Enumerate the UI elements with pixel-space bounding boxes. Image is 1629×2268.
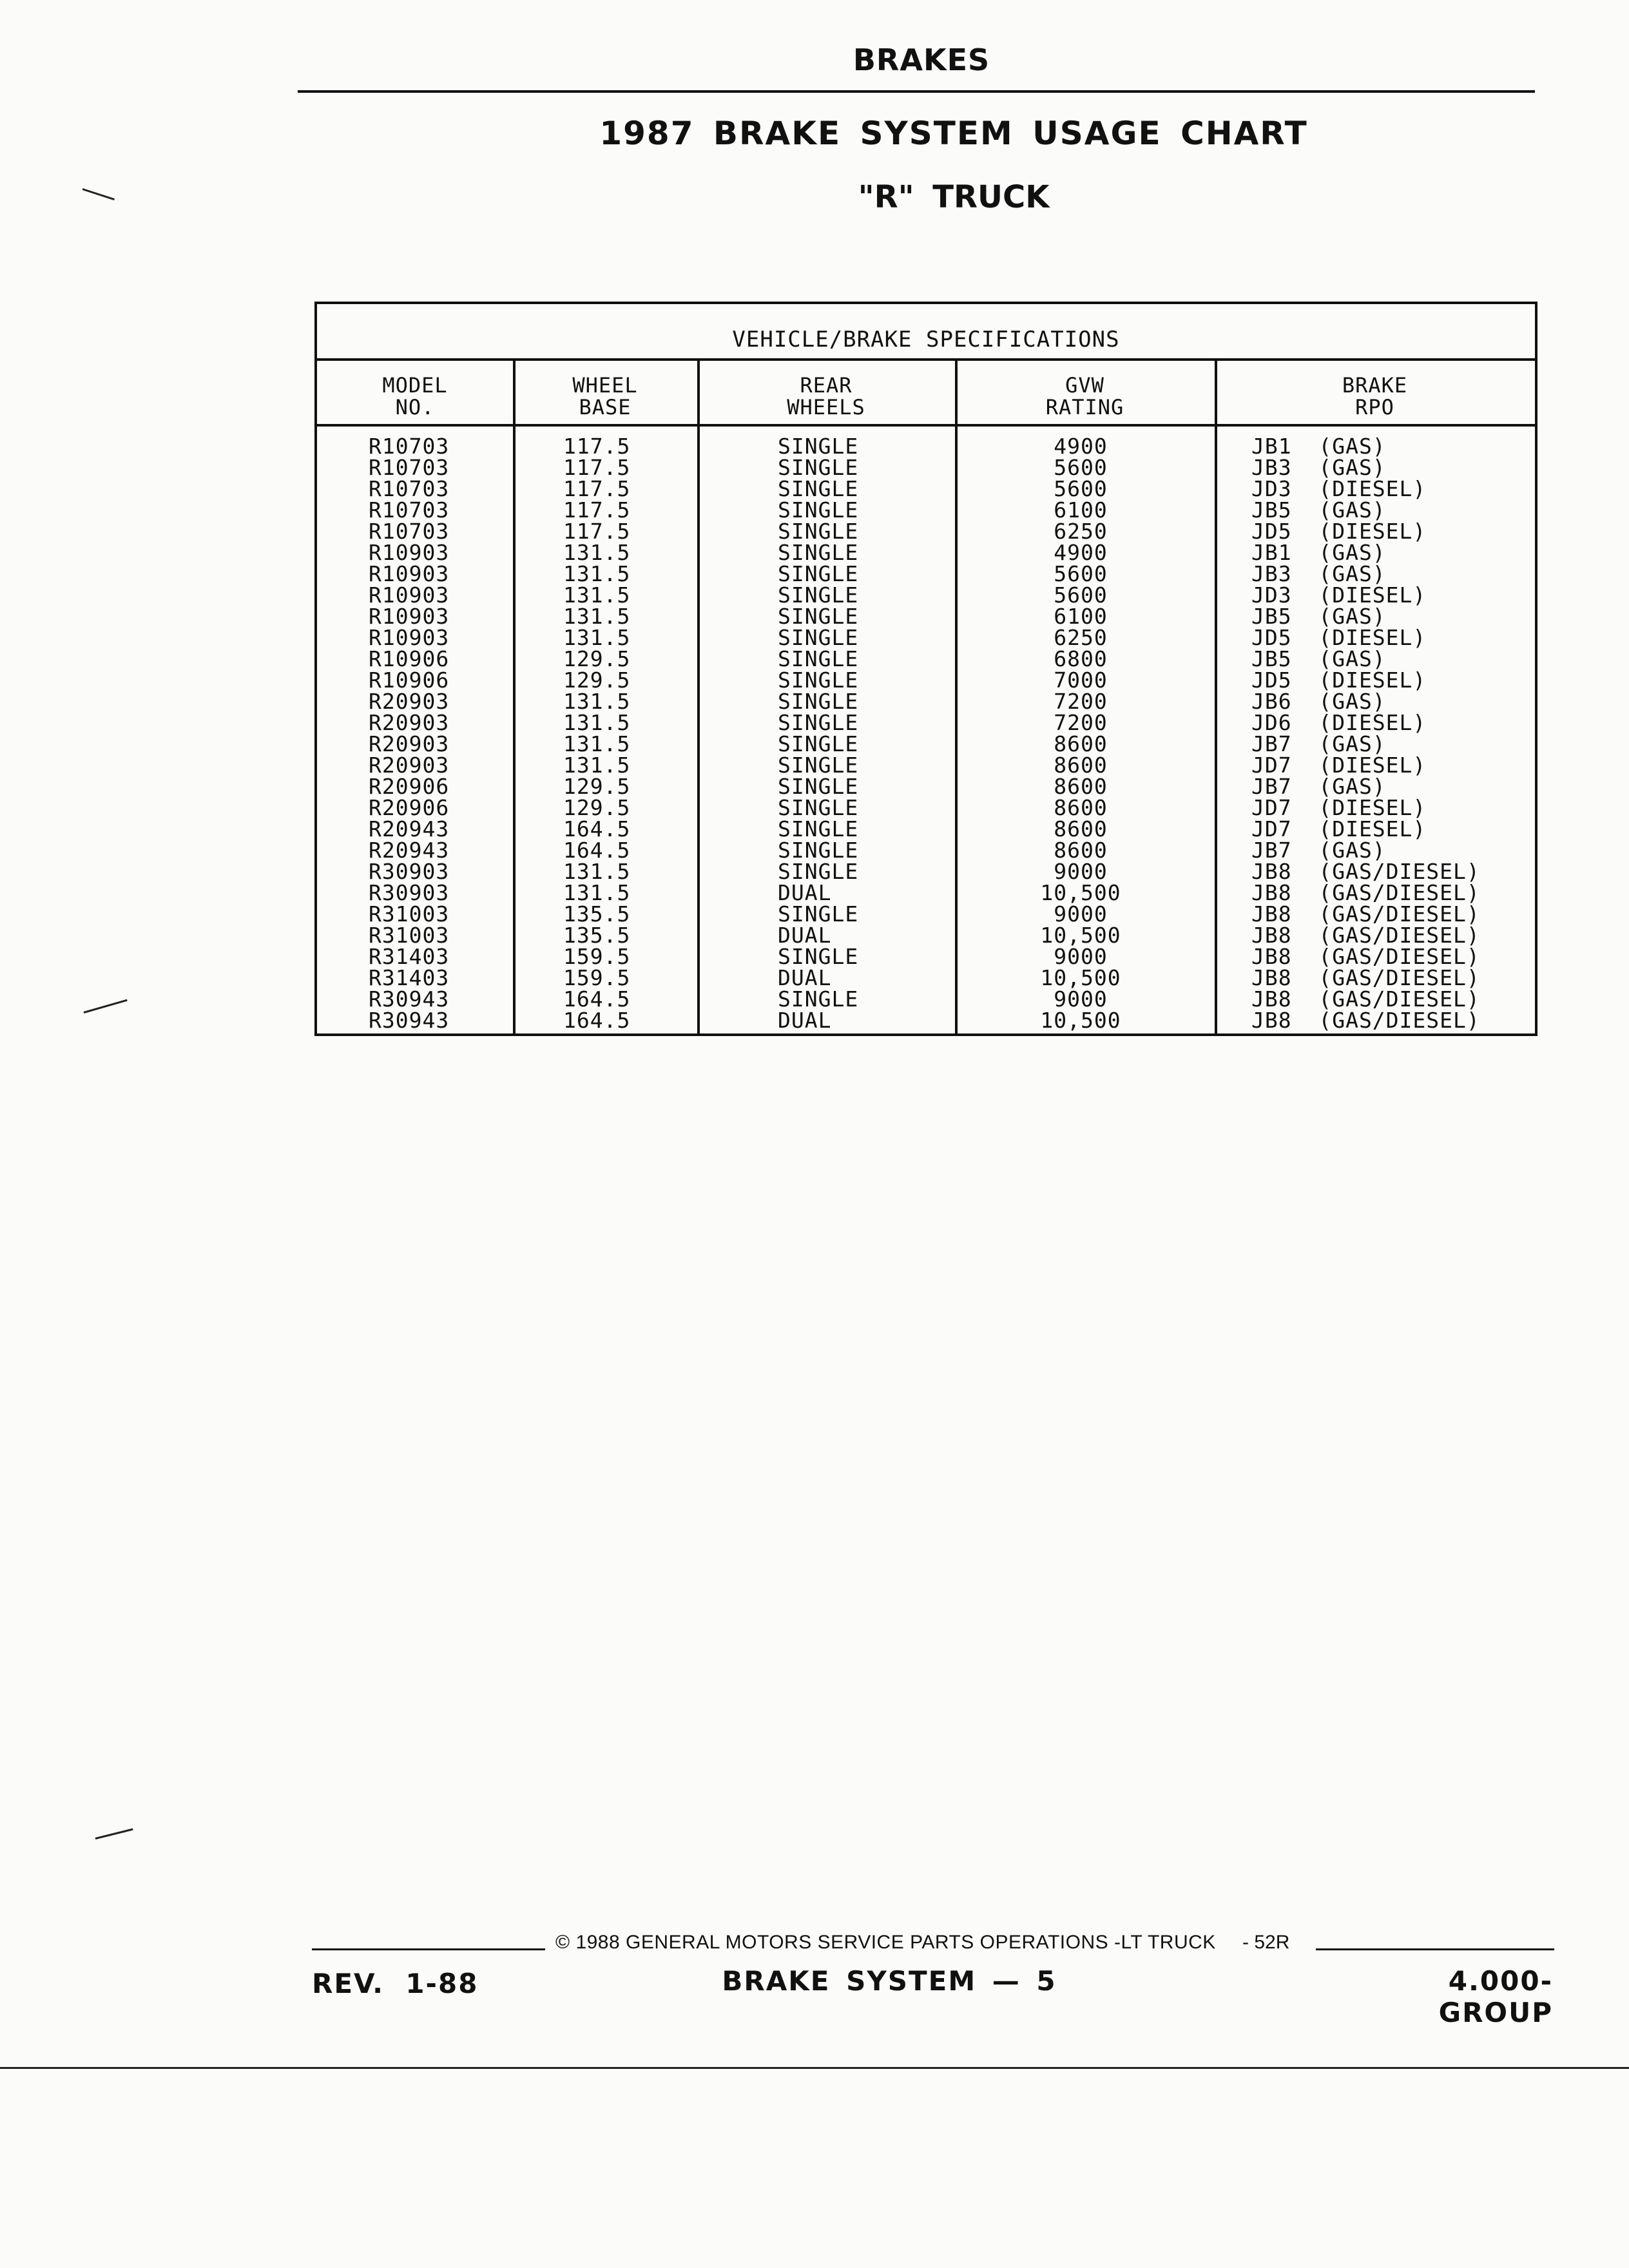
header-rule — [317, 424, 1535, 427]
cell-wheel: 164.5 — [563, 838, 631, 863]
spec-table — [314, 302, 1537, 1036]
cell-rpo: JB3 (GAS) — [1251, 561, 1386, 586]
cell-wheel: 131.5 — [563, 859, 631, 884]
cell-gvw: 7200 — [1054, 710, 1108, 735]
cell-model: R20906 — [369, 774, 450, 799]
cell-gvw: 9000 — [1054, 859, 1108, 884]
cell-rpo: JB8 (GAS/DIESEL) — [1251, 859, 1480, 884]
table-row — [317, 882, 1535, 903]
cell-rpo: JD7 (DIESEL) — [1251, 753, 1427, 778]
cell-rear: SINGLE — [778, 625, 859, 650]
cell-model: R30943 — [369, 986, 450, 1012]
cell-rpo: JB1 (GAS) — [1251, 540, 1386, 565]
cell-rpo: JD7 (DIESEL) — [1251, 795, 1427, 820]
cell-wheel: 131.5 — [563, 604, 631, 629]
cell-rear: SINGLE — [778, 731, 859, 756]
cell-model: R10703 — [369, 497, 450, 523]
header-rear-line2: WHEELS — [787, 395, 865, 419]
cell-model: R20943 — [369, 838, 450, 863]
cell-wheel: 159.5 — [563, 965, 631, 990]
cell-gvw: 6250 — [1054, 625, 1108, 650]
cell-wheel: 135.5 — [563, 923, 631, 948]
cell-rpo: JB7 (GAS) — [1251, 774, 1386, 799]
header-gvw-line1: GVW — [1065, 373, 1104, 398]
table-row — [317, 946, 1535, 967]
cell-model: R10703 — [369, 455, 450, 480]
cell-gvw: 5600 — [1054, 582, 1108, 608]
cell-rpo: JB8 (GAS/DIESEL) — [1251, 923, 1480, 948]
cell-gvw: 6800 — [1054, 646, 1108, 671]
table-row — [317, 797, 1535, 818]
cell-gvw: 9000 — [1054, 986, 1108, 1012]
footer-rule-left — [312, 1948, 545, 1950]
cell-model: R31003 — [369, 901, 450, 927]
cell-rear: DUAL — [778, 923, 832, 948]
cell-model: R20903 — [369, 731, 450, 756]
cell-gvw: 5600 — [1054, 476, 1108, 501]
table-row — [317, 818, 1535, 840]
cell-wheel: 129.5 — [563, 774, 631, 799]
cell-model: R10906 — [369, 646, 450, 671]
table-row — [317, 521, 1535, 542]
cell-rear: SINGLE — [778, 901, 859, 927]
cell-rear: SINGLE — [778, 434, 859, 459]
cell-rear: SINGLE — [778, 753, 859, 778]
section-title: BRAKES — [853, 43, 990, 77]
table-row — [317, 457, 1535, 478]
cell-rear: SINGLE — [778, 540, 859, 565]
footer-page-ref: - 52R — [1242, 1932, 1290, 1953]
cell-rear: SINGLE — [778, 710, 859, 735]
cell-wheel: 131.5 — [563, 561, 631, 586]
table-row — [317, 606, 1535, 627]
footer-rule-right — [1316, 1948, 1554, 1950]
cell-gvw: 5600 — [1054, 455, 1108, 480]
scan-mark — [84, 999, 128, 1014]
table-row — [317, 925, 1535, 946]
cell-rpo: JD5 (DIESEL) — [1251, 625, 1427, 650]
cell-model: R10703 — [369, 476, 450, 501]
cell-rpo: JD5 (DIESEL) — [1251, 668, 1427, 693]
cell-wheel: 131.5 — [563, 582, 631, 608]
scan-mark — [82, 188, 115, 200]
cell-rear: SINGLE — [778, 497, 859, 523]
cell-gvw: 8600 — [1054, 795, 1108, 820]
cell-rear: SINGLE — [778, 519, 859, 544]
cell-wheel: 117.5 — [563, 434, 631, 459]
table-row — [317, 988, 1535, 1010]
table-caption: VEHICLE/BRAKE SPECIFICATIONS — [317, 304, 1535, 361]
cell-gvw: 10,500 — [1040, 880, 1121, 905]
cell-model: R30943 — [369, 1008, 450, 1033]
table-row — [317, 1010, 1535, 1031]
table-body — [317, 436, 1535, 1031]
header-gvw-line2: RATING — [1045, 395, 1124, 419]
cell-rpo: JB5 (GAS) — [1251, 646, 1386, 671]
cell-rpo: JB5 (GAS) — [1251, 604, 1386, 629]
cell-rear: SINGLE — [778, 476, 859, 501]
cell-rpo: JB6 (GAS) — [1251, 689, 1386, 714]
cell-gvw: 5600 — [1054, 561, 1108, 586]
cell-rpo: JB8 (GAS/DIESEL) — [1251, 880, 1480, 905]
cell-rear: DUAL — [778, 1008, 832, 1033]
cell-wheel: 131.5 — [563, 753, 631, 778]
cell-wheel: 164.5 — [563, 1008, 631, 1033]
cell-rpo: JD7 (DIESEL) — [1251, 816, 1427, 841]
header-rear-line1: REAR — [800, 373, 853, 398]
header-wheel-line1: WHEEL — [572, 373, 638, 398]
cell-rear: SINGLE — [778, 561, 859, 586]
table-row — [317, 542, 1535, 563]
cell-gvw: 4900 — [1054, 540, 1108, 565]
cell-rear: SINGLE — [778, 455, 859, 480]
cell-model: R10903 — [369, 582, 450, 608]
cell-gvw: 6250 — [1054, 519, 1108, 544]
cell-rpo: JD5 (DIESEL) — [1251, 519, 1427, 544]
cell-wheel: 129.5 — [563, 795, 631, 820]
cell-rpo: JB8 (GAS/DIESEL) — [1251, 901, 1480, 927]
cell-model: R10903 — [369, 604, 450, 629]
cell-wheel: 164.5 — [563, 816, 631, 841]
cell-rpo: JB1 (GAS) — [1251, 434, 1386, 459]
header-brake-rpo — [1215, 369, 1535, 424]
cell-wheel: 131.5 — [563, 710, 631, 735]
table-row — [317, 648, 1535, 669]
cell-model: R10906 — [369, 668, 450, 693]
table-row — [317, 861, 1535, 882]
cell-rpo: JB3 (GAS) — [1251, 455, 1386, 480]
top-rule — [298, 90, 1535, 93]
table-row — [317, 776, 1535, 797]
table-row — [317, 499, 1535, 521]
cell-rear: SINGLE — [778, 689, 859, 714]
header-rpo-line1: BRAKE — [1342, 373, 1408, 398]
cell-wheel: 131.5 — [563, 689, 631, 714]
table-row — [317, 436, 1535, 457]
table-row — [317, 563, 1535, 584]
cell-rpo: JB7 (GAS) — [1251, 731, 1386, 756]
table-row — [317, 733, 1535, 754]
cell-gvw: 10,500 — [1040, 923, 1121, 948]
header-wheel-line2: BASE — [579, 395, 631, 419]
cell-model: R31403 — [369, 944, 450, 969]
cell-rear: SINGLE — [778, 986, 859, 1012]
cell-gvw: 7000 — [1054, 668, 1108, 693]
header-model — [317, 369, 513, 424]
header-rpo-line2: RPO — [1355, 395, 1394, 419]
footer-copyright: © 1988 GENERAL MOTORS SERVICE PARTS OPERATIONS -LT TRUCK — [555, 1932, 1216, 1953]
cell-wheel: 131.5 — [563, 880, 631, 905]
table-row — [317, 627, 1535, 648]
table-row — [317, 669, 1535, 691]
cell-rpo: JB8 (GAS/DIESEL) — [1251, 1008, 1480, 1033]
cell-wheel: 117.5 — [563, 497, 631, 523]
footer-revision: REV. 1-88 — [312, 1968, 479, 1999]
cell-model: R10903 — [369, 540, 450, 565]
cell-wheel: 117.5 — [563, 519, 631, 544]
cell-gvw: 8600 — [1054, 731, 1108, 756]
table-row — [317, 967, 1535, 988]
cell-gvw: 10,500 — [1040, 965, 1121, 990]
cell-rear: SINGLE — [778, 604, 859, 629]
cell-model: R20943 — [369, 816, 450, 841]
bottom-rule — [0, 2067, 1629, 2069]
table-row — [317, 840, 1535, 861]
cell-rpo: JB8 (GAS/DIESEL) — [1251, 944, 1480, 969]
cell-rpo: JD3 (DIESEL) — [1251, 582, 1427, 608]
cell-rear: SINGLE — [778, 838, 859, 863]
header-model-line2: NO. — [395, 395, 435, 419]
table-row — [317, 903, 1535, 925]
cell-gvw: 8600 — [1054, 816, 1108, 841]
cell-wheel: 159.5 — [563, 944, 631, 969]
cell-rear: SINGLE — [778, 795, 859, 820]
cell-model: R20906 — [369, 795, 450, 820]
cell-gvw: 7200 — [1054, 689, 1108, 714]
footer-section-page: BRAKE SYSTEM — 5 — [722, 1965, 1057, 1997]
table-row — [317, 712, 1535, 733]
header-wheel-base — [513, 369, 697, 424]
cell-rpo: JB8 (GAS/DIESEL) — [1251, 986, 1480, 1012]
cell-rear: SINGLE — [778, 944, 859, 969]
cell-gvw: 6100 — [1054, 497, 1108, 523]
cell-wheel: 129.5 — [563, 668, 631, 693]
cell-rear: SINGLE — [778, 816, 859, 841]
cell-rpo: JB5 (GAS) — [1251, 497, 1386, 523]
cell-rpo: JD6 (DIESEL) — [1251, 710, 1427, 735]
cell-gvw: 9000 — [1054, 901, 1108, 927]
header-gvw-rating — [955, 369, 1215, 424]
cell-model: R30903 — [369, 859, 450, 884]
cell-wheel: 117.5 — [563, 455, 631, 480]
cell-rpo: JD3 (DIESEL) — [1251, 476, 1427, 501]
cell-model: R30903 — [369, 880, 450, 905]
cell-rear: DUAL — [778, 880, 832, 905]
cell-gvw: 8600 — [1054, 753, 1108, 778]
cell-model: R10903 — [369, 625, 450, 650]
cell-wheel: 135.5 — [563, 901, 631, 927]
cell-gvw: 4900 — [1054, 434, 1108, 459]
cell-model: R20903 — [369, 753, 450, 778]
cell-gvw: 8600 — [1054, 774, 1108, 799]
cell-rear: SINGLE — [778, 582, 859, 608]
cell-rear: SINGLE — [778, 668, 859, 693]
cell-model: R10903 — [369, 561, 450, 586]
header-model-line1: MODEL — [382, 373, 448, 398]
cell-wheel: 131.5 — [563, 731, 631, 756]
cell-model: R10703 — [369, 434, 450, 459]
table-row — [317, 754, 1535, 776]
cell-rpo: JB8 (GAS/DIESEL) — [1251, 965, 1480, 990]
table-row — [317, 478, 1535, 499]
cell-model: R10703 — [369, 519, 450, 544]
table-row — [317, 584, 1535, 606]
cell-model: R20903 — [369, 710, 450, 735]
cell-rear: SINGLE — [778, 859, 859, 884]
cell-rear: SINGLE — [778, 646, 859, 671]
cell-gvw: 6100 — [1054, 604, 1108, 629]
cell-gvw: 8600 — [1054, 838, 1108, 863]
header-rear-wheels — [697, 369, 955, 424]
footer-group: 4.000-GROUP — [1438, 1965, 1553, 2028]
cell-model: R31403 — [369, 965, 450, 990]
cell-wheel: 117.5 — [563, 476, 631, 501]
cell-wheel: 129.5 — [563, 646, 631, 671]
cell-rear: SINGLE — [778, 774, 859, 799]
cell-gvw: 10,500 — [1040, 1008, 1121, 1033]
cell-model: R20903 — [369, 689, 450, 714]
chart-title: 1987 BRAKE SYSTEM USAGE CHART — [599, 115, 1308, 152]
cell-model: R31003 — [369, 923, 450, 948]
cell-rpo: JB7 (GAS) — [1251, 838, 1386, 863]
cell-wheel: 131.5 — [563, 540, 631, 565]
scan-mark — [95, 1829, 133, 1840]
cell-gvw: 9000 — [1054, 944, 1108, 969]
cell-wheel: 131.5 — [563, 625, 631, 650]
cell-rear: DUAL — [778, 965, 832, 990]
cell-wheel: 164.5 — [563, 986, 631, 1012]
chart-subtitle: "R" TRUCK — [858, 179, 1050, 215]
table-row — [317, 691, 1535, 712]
